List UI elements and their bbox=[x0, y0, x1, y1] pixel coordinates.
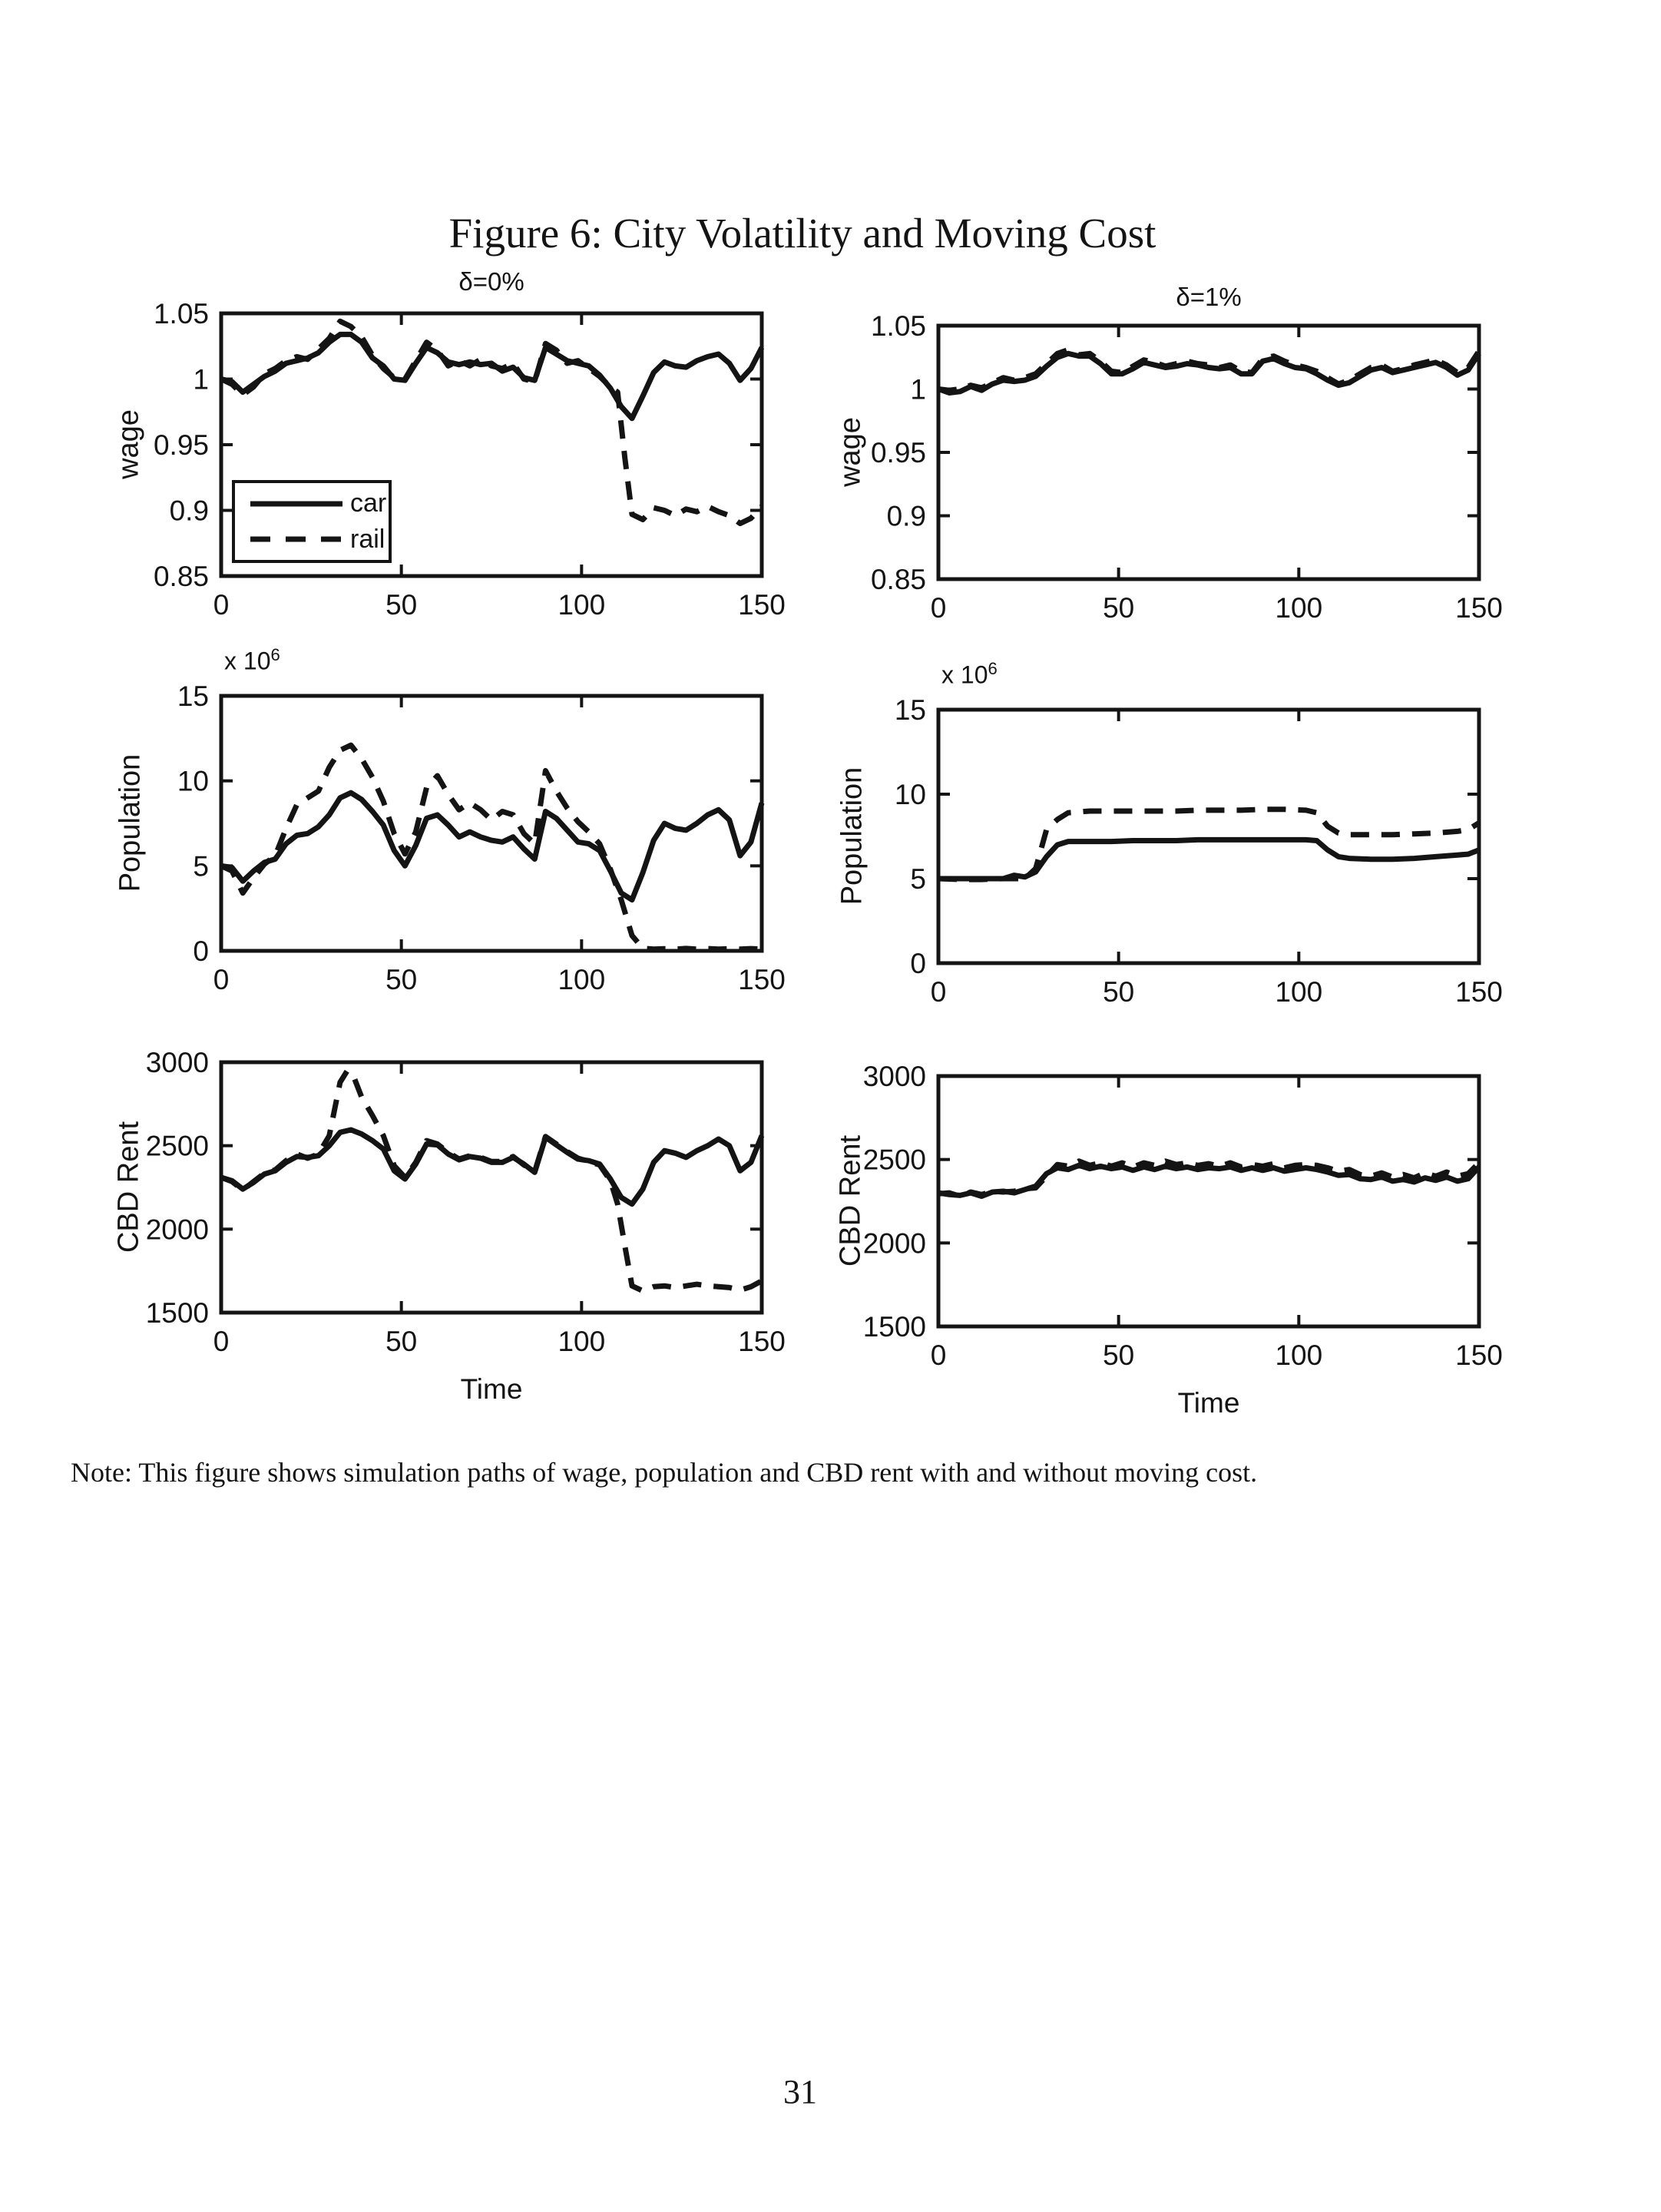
svg-text:0.9: 0.9 bbox=[886, 500, 926, 532]
svg-text:150: 150 bbox=[1455, 592, 1503, 624]
svg-text:0: 0 bbox=[930, 1339, 947, 1371]
svg-text:50: 50 bbox=[385, 964, 418, 995]
svg-text:150: 150 bbox=[738, 589, 786, 621]
svg-text:150: 150 bbox=[1455, 1339, 1503, 1371]
multiplier-base: x 10 bbox=[941, 661, 988, 689]
svg-text:0: 0 bbox=[213, 589, 230, 621]
cbd-rent-plot-delta0 bbox=[145, 1047, 786, 1357]
cbd-rent-plot-delta1 bbox=[862, 1061, 1503, 1371]
svg-text:0: 0 bbox=[910, 948, 926, 979]
svg-text:0: 0 bbox=[930, 976, 947, 1008]
y-axis-multiplier-left bbox=[224, 645, 280, 676]
figure-title: Figure 6: City Volatility and Moving Cost bbox=[448, 210, 1156, 257]
svg-text:3000: 3000 bbox=[862, 1061, 926, 1092]
svg-text:50: 50 bbox=[1103, 976, 1135, 1008]
svg-text:150: 150 bbox=[738, 964, 786, 995]
svg-text:150: 150 bbox=[1455, 976, 1503, 1008]
svg-text:2500: 2500 bbox=[862, 1144, 926, 1176]
svg-text:0.95: 0.95 bbox=[870, 437, 926, 469]
svg-text:0.9: 0.9 bbox=[169, 495, 209, 527]
ylabel-cbd-rent-delta0: CBD Rent bbox=[112, 1121, 145, 1253]
multiplier-base: x 10 bbox=[224, 647, 271, 675]
y-axis-multiplier-right bbox=[941, 659, 998, 690]
svg-text:2000: 2000 bbox=[862, 1227, 926, 1260]
svg-text:100: 100 bbox=[558, 589, 606, 621]
svg-text:10: 10 bbox=[894, 779, 926, 810]
multiplier-power: 6 bbox=[270, 645, 280, 664]
ylabel-cbd-rent-delta1: CBD Rent bbox=[834, 1134, 867, 1267]
svg-text:1: 1 bbox=[193, 363, 209, 396]
column-title-delta1: δ=1% bbox=[1176, 283, 1242, 311]
ylabel-wage-delta0: wage bbox=[112, 409, 145, 479]
svg-text:15: 15 bbox=[894, 694, 926, 726]
solid-line-sample-icon bbox=[250, 500, 342, 508]
svg-text:100: 100 bbox=[1275, 1339, 1323, 1371]
legend-item-rail bbox=[250, 525, 389, 555]
xlabel-time-right: Time bbox=[1177, 1387, 1240, 1419]
svg-text:10: 10 bbox=[177, 765, 209, 797]
svg-text:100: 100 bbox=[558, 1326, 606, 1357]
svg-text:100: 100 bbox=[1275, 592, 1323, 624]
svg-text:150: 150 bbox=[738, 1326, 786, 1357]
svg-text:0: 0 bbox=[193, 935, 209, 967]
svg-text:50: 50 bbox=[1103, 1339, 1135, 1371]
svg-text:50: 50 bbox=[385, 589, 418, 621]
svg-text:0.95: 0.95 bbox=[153, 429, 209, 461]
svg-text:100: 100 bbox=[1275, 976, 1323, 1008]
svg-text:5: 5 bbox=[193, 850, 209, 882]
svg-text:0: 0 bbox=[213, 1326, 230, 1357]
page-number: 31 bbox=[783, 2073, 817, 2111]
legend-label-rail: rail bbox=[350, 524, 385, 554]
svg-text:0: 0 bbox=[213, 964, 230, 995]
ylabel-population-delta1: Population bbox=[835, 767, 869, 906]
svg-text:0.85: 0.85 bbox=[153, 561, 209, 592]
svg-text:1.05: 1.05 bbox=[870, 310, 926, 342]
legend-item-car bbox=[250, 488, 389, 518]
svg-text:1500: 1500 bbox=[862, 1311, 926, 1343]
multiplier-power: 6 bbox=[988, 659, 998, 678]
ylabel-wage-delta1: wage bbox=[834, 417, 867, 487]
population-plot-delta0 bbox=[177, 680, 786, 995]
figure-note: Note: This figure shows simulation paths of wage, population and CBD rent with and without moving cost. bbox=[71, 1457, 1258, 1488]
svg-text:2500: 2500 bbox=[145, 1130, 209, 1162]
legend-label-car: car bbox=[350, 488, 387, 518]
svg-text:1500: 1500 bbox=[145, 1297, 209, 1329]
wage-plot-delta1 bbox=[870, 310, 1503, 624]
svg-text:50: 50 bbox=[1103, 592, 1135, 624]
svg-text:3000: 3000 bbox=[145, 1047, 209, 1078]
svg-text:1.05: 1.05 bbox=[153, 298, 209, 329]
ylabel-population-delta0: Population bbox=[114, 753, 147, 892]
xlabel-time-left: Time bbox=[460, 1373, 523, 1405]
svg-text:50: 50 bbox=[385, 1326, 418, 1357]
svg-text:1: 1 bbox=[910, 373, 926, 406]
svg-text:0.85: 0.85 bbox=[870, 564, 926, 595]
svg-text:5: 5 bbox=[910, 863, 926, 895]
svg-text:2000: 2000 bbox=[145, 1214, 209, 1246]
svg-text:0: 0 bbox=[930, 592, 947, 624]
column-title-delta0: δ=0% bbox=[458, 267, 524, 296]
svg-text:15: 15 bbox=[177, 680, 209, 712]
svg-text:100: 100 bbox=[558, 964, 606, 995]
population-plot-delta1 bbox=[894, 694, 1503, 1008]
legend bbox=[232, 480, 392, 563]
dashed-line-sample-icon bbox=[250, 535, 342, 543]
